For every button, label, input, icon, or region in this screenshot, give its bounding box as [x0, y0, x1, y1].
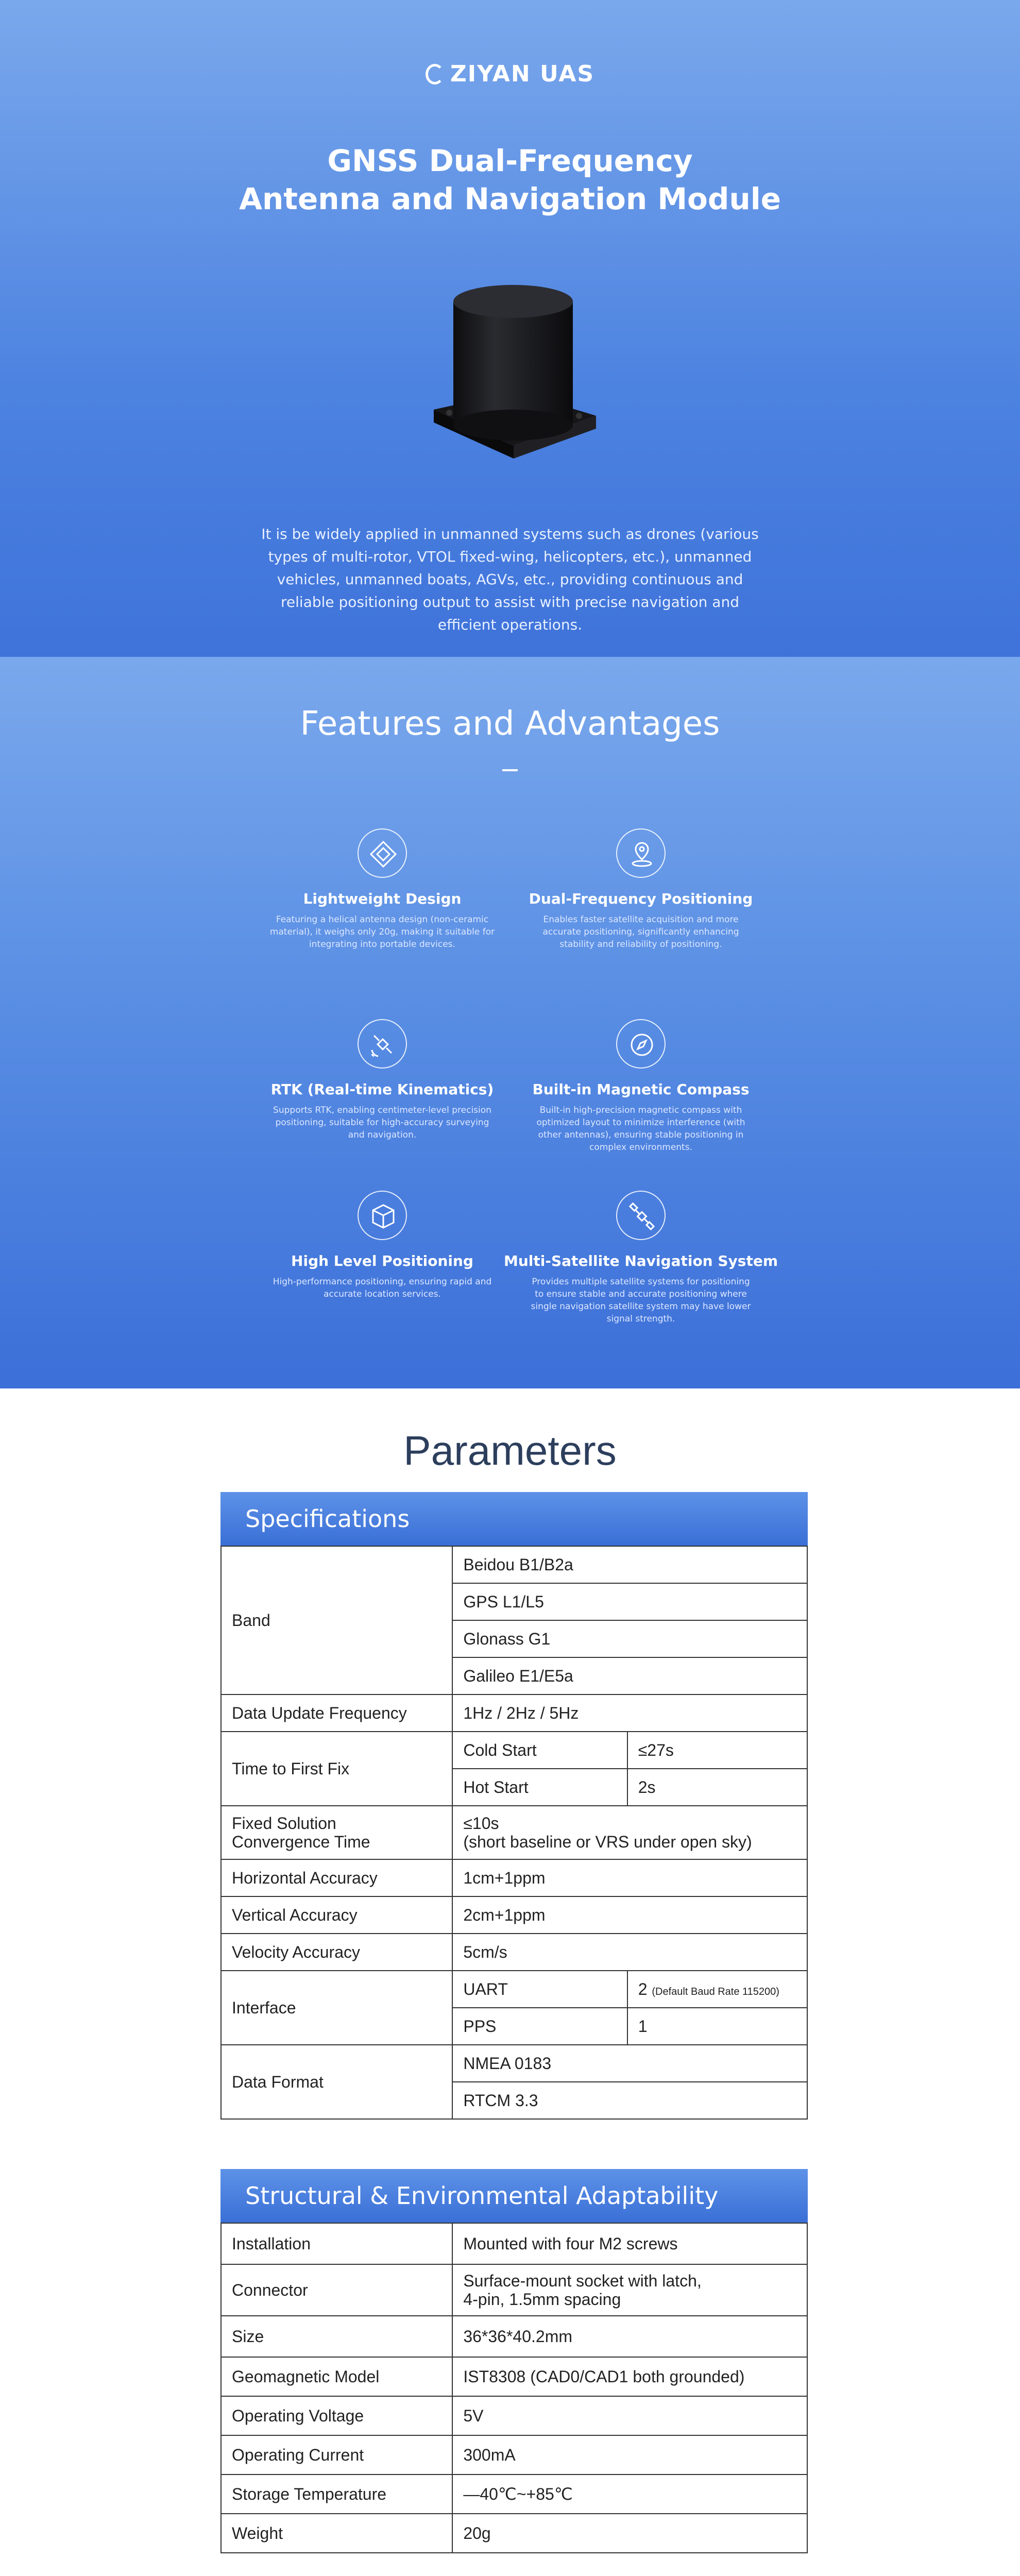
hero-title	[0, 142, 1020, 218]
structural-header: Structural & Environmental Adaptability	[220, 2169, 808, 2223]
fixed-label-line: Convergence Time	[232, 1833, 370, 1851]
table-row	[221, 2316, 807, 2357]
feature-text: Supports RTK, enabling centimeter-level precision positioning, suitable for high-accuracy surveying and navigation.	[273, 1105, 491, 1140]
row-label: Installation	[221, 2223, 452, 2264]
location-pin-icon	[616, 828, 666, 878]
satellite-icon	[358, 1019, 407, 1069]
vacc-value: 2cm+1ppm	[452, 1896, 807, 1934]
pps-value: 1	[627, 2008, 807, 2045]
feature-title: Multi-Satellite Navigation System	[504, 1252, 778, 1269]
parameters-title: Parameters	[403, 1428, 617, 1473]
fixed-label-line: Fixed Solution	[232, 1814, 336, 1833]
row-value	[452, 2264, 807, 2316]
uart-note: (Default Baud Rate 115200)	[652, 1986, 779, 1997]
specifications-table	[220, 1546, 808, 2120]
brand-name: ZIYAN UAS	[450, 61, 595, 87]
feature-text: Featuring a helical antenna design (non-ceramic material), it weighs only 20g, making it suitable for integrating into portable devices.	[269, 914, 495, 950]
row-value: 300mA	[452, 2435, 807, 2475]
row-label: Storage Temperature	[221, 2475, 452, 2514]
table-row	[221, 2045, 807, 2082]
band-label: Band	[221, 1546, 452, 1694]
table-row	[221, 1934, 807, 1971]
row-label: Weight	[221, 2514, 452, 2553]
band-value: Galileo E1/E5a	[452, 1657, 807, 1694]
hot-start-value: 2s	[627, 1769, 807, 1806]
row-label: Connector	[221, 2264, 452, 2316]
hero-section	[0, 0, 1020, 657]
feature-title: High Level Positioning	[291, 1252, 473, 1269]
velocity-value: 5cm/s	[452, 1934, 807, 1971]
row-value: Mounted with four M2 screws	[452, 2223, 807, 2264]
vacc-label: Vertical Accuracy	[221, 1896, 452, 1934]
row-label: Operating Current	[221, 2435, 452, 2475]
feature-text: Built-in high-precision magnetic compass with optimized layout to minimize interference (with other antennas), ensuring stable positioning in complex environments.	[536, 1105, 745, 1153]
feature-text: Provides multiple satellite systems for positioning to ensure stable and accurate positioning where single navigation satellite system may have lower signal strength.	[531, 1277, 751, 1324]
multi-satellite-icon	[616, 1191, 666, 1240]
pps-label: PPS	[452, 2008, 627, 2045]
product-image	[429, 281, 599, 466]
compass-icon	[616, 1019, 666, 1069]
table-row	[221, 1732, 807, 1769]
features-section	[0, 657, 1020, 1388]
connector-line: Surface-mount socket with latch,	[463, 2272, 702, 2290]
fixed-value-line: ≤10s	[463, 1814, 499, 1833]
feature-title: Built-in Magnetic Compass	[532, 1081, 750, 1098]
hero-title-line-2: Antenna and Navigation Module	[239, 181, 781, 216]
feature-text: Enables faster satellite acquisition and more accurate positioning, significantly enhancing stability and reliability of positioning.	[542, 914, 739, 950]
band-value: Beidou B1/B2a	[452, 1546, 807, 1583]
table-row	[221, 2435, 807, 2475]
table-row	[221, 2514, 807, 2553]
brand-logo[interactable]	[0, 61, 1020, 87]
feature-title: Dual-Frequency Positioning	[529, 890, 753, 907]
row-value: —40℃~+85℃	[452, 2475, 807, 2514]
uart-value	[627, 1971, 807, 2008]
feature-rtk	[238, 1019, 526, 1141]
table-row	[221, 1694, 807, 1732]
fixed-value-line: (short baseline or VRS under open sky)	[463, 1833, 752, 1851]
table-row	[221, 1896, 807, 1934]
update-label: Data Update Frequency	[221, 1694, 452, 1732]
feature-dual-frequency	[497, 828, 785, 951]
interface-label: Interface	[221, 1971, 452, 2045]
table-row	[221, 1859, 807, 1896]
row-value: 5V	[452, 2396, 807, 2435]
uart-label: UART	[452, 1971, 627, 2008]
features-title: Features and Advantages	[300, 705, 720, 743]
lightweight-icon	[358, 828, 407, 878]
hot-start-label: Hot Start	[452, 1769, 627, 1806]
table-row	[221, 1806, 807, 1859]
hacc-label: Horizontal Accuracy	[221, 1859, 452, 1896]
feature-high-level	[238, 1191, 526, 1300]
feature-compass	[497, 1019, 785, 1154]
uart-count: 2	[638, 1979, 648, 1998]
ttff-label: Time to First Fix	[221, 1732, 452, 1806]
row-label: Operating Voltage	[221, 2396, 452, 2435]
logo-mark-icon	[426, 64, 444, 84]
cold-start-value: ≤27s	[627, 1732, 807, 1769]
hero-title-line-1: GNSS Dual-Frequency	[327, 143, 693, 178]
row-label: Geomagnetic Model	[221, 2357, 452, 2396]
update-value: 1Hz / 2Hz / 5Hz	[452, 1694, 807, 1732]
band-value: Glonass G1	[452, 1620, 807, 1657]
table-row	[221, 2357, 807, 2396]
specifications-header: Specifications	[220, 1492, 808, 1546]
fixed-solution-value	[452, 1806, 807, 1859]
feature-lightweight	[238, 828, 526, 951]
hero-description: It is be widely applied in unmanned systems such as drones (various types of multi-rotor, VTOL fixed-wing, helicopters, etc.), unmanned vehicles, unmanned boats, AGVs, etc., providing continuous and reliable positioning output to assist with precise navigation and efficient operations.	[261, 526, 759, 633]
structural-table	[220, 2223, 808, 2553]
data-format-label: Data Format	[221, 2045, 452, 2119]
connector-line: 4-pin, 1.5mm spacing	[463, 2290, 621, 2309]
feature-text: High-performance positioning, ensuring rapid and accurate location services.	[273, 1277, 492, 1299]
hacc-value: 1cm+1ppm	[452, 1859, 807, 1896]
title-underline	[502, 769, 518, 771]
row-value: 36*36*40.2mm	[452, 2316, 807, 2357]
fixed-solution-label	[221, 1806, 452, 1859]
band-value: GPS L1/L5	[452, 1583, 807, 1620]
row-value: 20g	[452, 2514, 807, 2553]
row-label: Size	[221, 2316, 452, 2357]
table-row	[221, 1971, 807, 2008]
data-format-value: NMEA 0183	[452, 2045, 807, 2082]
table-row	[221, 2475, 807, 2514]
row-value: IST8308 (CAD0/CAD1 both grounded)	[452, 2357, 807, 2396]
table-row	[221, 1546, 807, 1583]
cold-start-label: Cold Start	[452, 1732, 627, 1769]
table-row	[221, 2223, 807, 2264]
table-row	[221, 2396, 807, 2435]
feature-multi-satellite	[497, 1191, 785, 1325]
velocity-label: Velocity Accuracy	[221, 1934, 452, 1971]
feature-title: RTK (Real-time Kinematics)	[270, 1081, 494, 1098]
table-row	[221, 2264, 807, 2316]
cube-icon	[358, 1191, 407, 1240]
data-format-value: RTCM 3.3	[452, 2082, 807, 2119]
feature-title: Lightweight Design	[303, 890, 462, 907]
